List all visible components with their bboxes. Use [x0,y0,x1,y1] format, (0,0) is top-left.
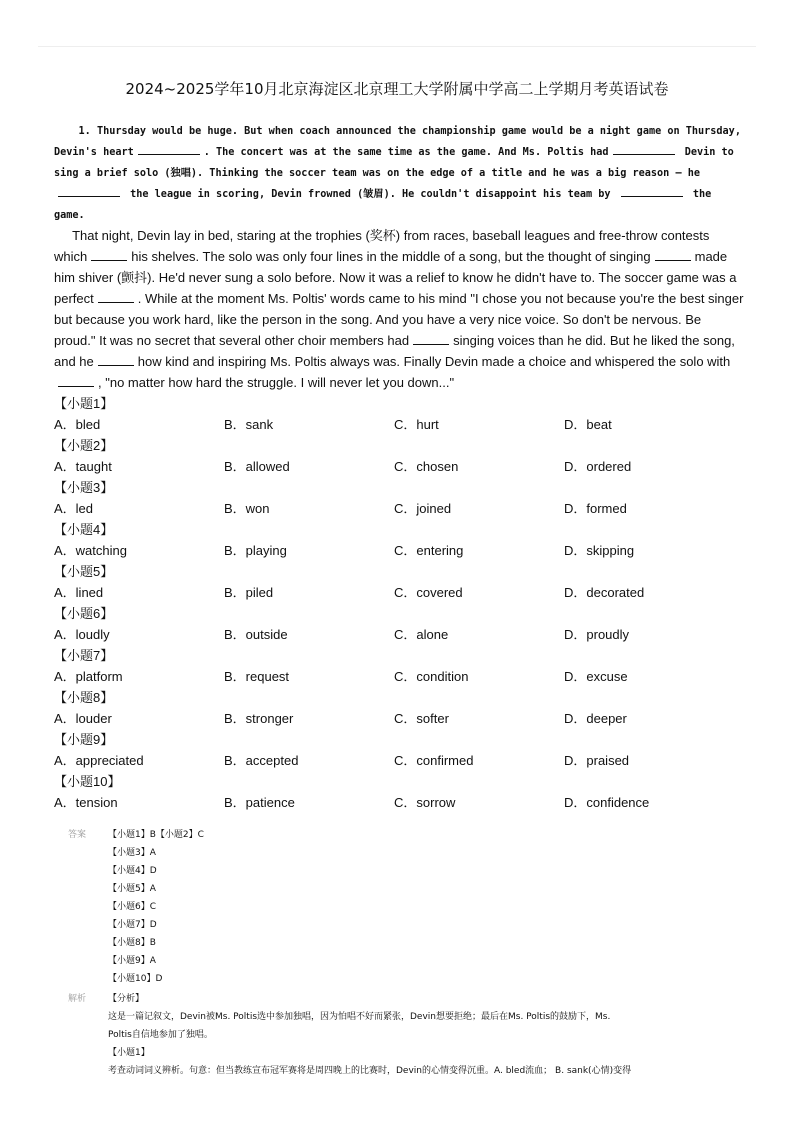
question-label: 【小题9】 [54,732,114,747]
option-a: A．tension [54,795,118,810]
option-c: C．joined [394,501,452,516]
option-c: C．hurt [394,417,439,432]
option-c: C．sorrow [394,795,456,810]
option-row [54,708,744,729]
answer-line: 【小题8】B [108,938,156,948]
option-d: D．decorated [564,585,645,600]
question-label: 【小题2】 [54,438,114,453]
answer-line: 【小题7】D [108,920,157,930]
option-c: C．entering [394,543,464,558]
option-b: B．playing [224,543,287,558]
option-c: C．alone [394,627,449,642]
option-row [54,414,744,435]
question-label: 【小题8】 [54,690,114,705]
option-b: B．allowed [224,459,290,474]
option-row [54,624,744,645]
blank-5 [91,248,127,261]
analysis-line: 【分析】 [108,994,145,1004]
blank-10 [58,374,94,387]
option-d: D．proudly [564,627,630,642]
option-d: D．formed [564,501,627,516]
option-a: A．appreciated [54,753,144,768]
option-c: C．covered [394,585,463,600]
option-row [54,792,744,813]
option-b: B．piled [224,585,274,600]
option-a: A．lined [54,585,104,600]
option-b: B．patience [224,795,295,810]
option-c: C．chosen [394,459,459,474]
blank-8 [413,332,449,345]
option-b: B．accepted [224,753,299,768]
option-c: C．confirmed [394,753,474,768]
blank-3 [58,184,120,197]
answer-line: 【小题9】A [108,956,156,966]
blank-4 [621,184,683,197]
blank-1 [138,142,200,155]
option-row [54,582,744,603]
answer-line: 【小题10】D [108,974,163,984]
question-label: 【小题4】 [54,522,114,537]
option-d: D．excuse [564,669,628,684]
question-label: 【小题6】 [54,606,114,621]
option-b: B．outside [224,627,288,642]
blank-2 [613,142,675,155]
option-b: B．won [224,501,270,516]
answer-line: 【小题4】D [108,866,157,876]
question-label: 【小题10】 [54,774,121,789]
analysis-block [68,990,748,1080]
question-label: 【小题7】 [54,648,114,663]
option-d: D．deeper [564,711,627,726]
option-d: D．confidence [564,795,650,810]
answer-line: 【小题6】C [108,902,157,912]
option-b: B．stronger [224,711,294,726]
option-d: D．praised [564,753,630,768]
divider [38,46,756,47]
option-row [54,498,744,519]
analysis-label: 解析 [68,994,87,1004]
passage-part-1: 1. Thursday would be huge. But when coach announced the championship game would be a night game on Thursday, Devin's heart . The concert was at the same time as the game. And Ms. Poltis had Devin to sing a brief solo (独唱). Thinking the soccer team was on the edge of a title and he was a big reason — he the league in scoring, Devin frowned (皱眉). He couldn't disappoint his team by the game. [54,126,741,221]
passage-part-2: That night, Devin lay in bed, staring at the trophies (奖杯) from races, baseball leagues and free-throw contests which his shelves. The solo was only four lines in the middle of a song, but the thought of singing made him shiver (颤抖). He'd never sung a solo before. Now it was a relief to know he didn't have to. The soccer game was a perfect . While at the moment Ms. Poltis' words came to his mind "I chose you not because you're the best singer but because you work hard, like the person in the song. And you have a very nice voice. So don't be nervous. Be proud." It was no secret that several other choir members had singing voices than he did. But he liked the song, and he how kind and inspiring Ms. Poltis always was. Finally Devin made a choice and whispered the solo with , "no matter how hard the struggle. I will never let you down..." [54,228,744,390]
option-d: D．skipping [564,543,635,558]
option-row [54,666,744,687]
option-row [54,540,744,561]
blank-9 [98,353,134,366]
analysis-line: Poltis自信地参加了独唱。 [108,1030,213,1040]
analysis-line: 【小题1】 [108,1048,150,1058]
answer-line: 【小题5】A [108,884,156,894]
option-a: A．bled [54,417,101,432]
answer-block [68,826,748,988]
option-a: A．loudly [54,627,110,642]
option-b: B．sank [224,417,274,432]
question-list [54,393,744,813]
question-label: 【小题5】 [54,564,114,579]
analysis-line: 这是一篇记叙文，Devin被Ms. Poltis选中参加独唱，因为怕唱不好而紧张，Devin想要拒绝；最后在Ms. Poltis的鼓励下，Ms. [108,1012,611,1022]
option-c: C．condition [394,669,469,684]
question-label: 【小题1】 [54,396,114,411]
page-title: 2024~2025学年10月北京海淀区北京理工大学附属中学高二上学期月考英语试卷 [125,80,669,98]
question-label: 【小题3】 [54,480,114,495]
option-d: D．beat [564,417,612,432]
blank-6 [655,248,691,261]
answer-line: 【小题3】A [108,848,156,858]
option-a: A．louder [54,711,112,726]
option-d: D．ordered [564,459,632,474]
option-c: C．softer [394,711,449,726]
answer-section [68,826,748,1080]
option-a: A．taught [54,459,112,474]
analysis-line: 考查动词词义辨析。句意：但当教练宣布冠军赛将是周四晚上的比赛时，Devin的心情变得沉重。A. bled流血； B. sank(心情)变得 [108,1066,632,1076]
blank-7 [98,290,134,303]
option-a: A．platform [54,669,123,684]
option-row [54,456,744,477]
answer-line: 【小题1】B【小题2】C [108,830,204,840]
option-a: A．watching [54,543,127,558]
answer-label: 答案 [68,830,87,840]
option-row [54,750,744,771]
option-b: B．request [224,669,290,684]
option-a: A．led [54,501,94,516]
